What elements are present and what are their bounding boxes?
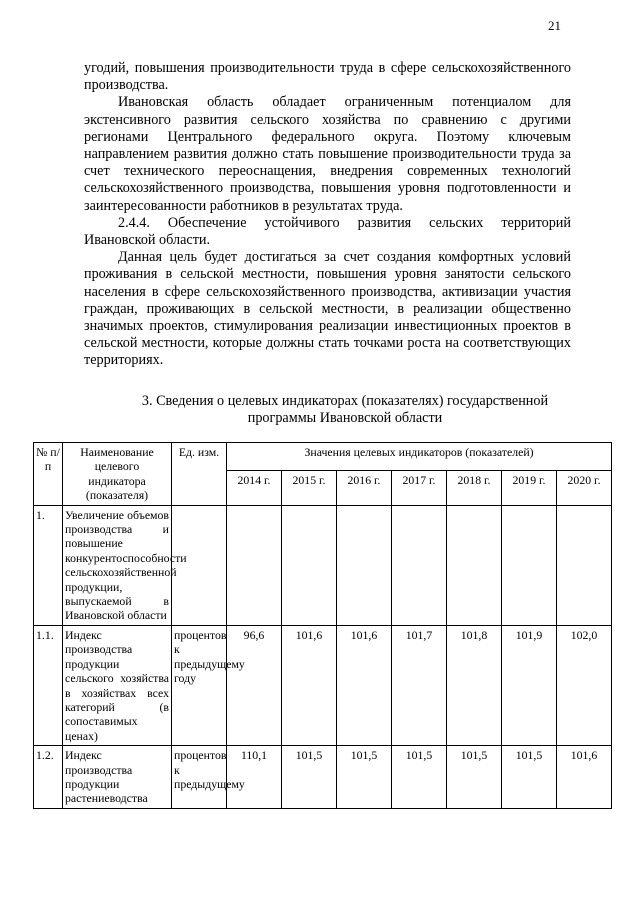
row-value bbox=[392, 505, 447, 625]
row-value: 101,5 bbox=[282, 746, 337, 809]
row-value: 101,5 bbox=[447, 746, 502, 809]
paragraph: 2.4.4. Обеспечение устойчивого развития сельских территорий Ивановской области. bbox=[84, 214, 571, 249]
row-unit: процентов к предыдущему bbox=[172, 746, 227, 809]
row-name: Индекс производства продукции сельского хозяйства в хозяйствах всех категорий (в сопоставимых ценах) bbox=[63, 625, 172, 745]
row-value: 102,0 bbox=[557, 625, 612, 745]
header-name: Наименование целевого индикатора (показателя) bbox=[63, 443, 172, 506]
row-value bbox=[282, 505, 337, 625]
row-value bbox=[502, 505, 557, 625]
row-value bbox=[337, 505, 392, 625]
row-unit bbox=[172, 505, 227, 625]
row-value: 101,5 bbox=[502, 746, 557, 809]
row-value: 101,9 bbox=[502, 625, 557, 745]
indicators-table bbox=[33, 442, 612, 809]
row-value: 101,8 bbox=[447, 625, 502, 745]
paragraph: Ивановская область обладает ограниченным потенциалом для экстенсивного развития сельского хозяйства по сравнению с другими регионами Центрального федерального округа. Поэтому ключевым направлением развития должно стать повышение производительности труда за счет технического переоснащения, внедрения современных технологий сельскохозяйственного производства, повышения уровня подготовленности и заинтересованности работников в результатах труда. bbox=[84, 94, 571, 214]
table-header-row bbox=[34, 443, 612, 471]
row-number: 1.1. bbox=[34, 625, 63, 745]
header-year: 2019 г. bbox=[502, 470, 557, 505]
header-values-group: Значения целевых индикаторов (показателей) bbox=[227, 443, 612, 471]
body-text bbox=[84, 60, 571, 370]
paragraph: Данная цель будет достигаться за счет создания комфортных условий проживания в сельской местности, повышения уровня занятости сельского населения в сфере сельскохозяйственного производства, активизации участия граждан, проживающих в сельской местности, в реализации общественно значимых проектов, стимулирования реализации инвестиционных проектов в сельской местности, которые должны стать точками роста на соответствующих территориях. bbox=[84, 249, 571, 369]
header-year: 2016 г. bbox=[337, 470, 392, 505]
header-year: 2018 г. bbox=[447, 470, 502, 505]
page-number: 21 bbox=[548, 18, 561, 33]
row-value: 101,7 bbox=[392, 625, 447, 745]
row-number: 1.2. bbox=[34, 746, 63, 809]
section-heading: 3. Сведения о целевых индикаторах (показателях) государственной программы Ивановской области bbox=[141, 393, 549, 426]
row-name: Индекс производства продукции растениеводства bbox=[63, 746, 172, 809]
header-number: № п/п bbox=[34, 443, 63, 506]
paragraph: угодий, повышения производительности труда в сфере сельскохозяйственного производства. bbox=[84, 60, 571, 94]
row-value: 101,5 bbox=[337, 746, 392, 809]
row-value: 101,6 bbox=[282, 625, 337, 745]
row-value bbox=[227, 505, 282, 625]
row-value bbox=[557, 505, 612, 625]
table-row bbox=[34, 625, 612, 745]
table-row bbox=[34, 505, 612, 625]
row-number: 1. bbox=[34, 505, 63, 625]
row-name: Увеличение объемов производства и повышение конкурентоспособности сельскохозяйственной продукции, выпускаемой в Ивановской области bbox=[63, 505, 172, 625]
row-value: 101,6 bbox=[337, 625, 392, 745]
row-unit: процентов к предыдущему году bbox=[172, 625, 227, 745]
row-value: 101,6 bbox=[557, 746, 612, 809]
header-year: 2017 г. bbox=[392, 470, 447, 505]
header-unit: Ед. изм. bbox=[172, 443, 227, 506]
header-year: 2014 г. bbox=[227, 470, 282, 505]
row-value: 96,6 bbox=[227, 625, 282, 745]
row-value bbox=[447, 505, 502, 625]
header-year: 2020 г. bbox=[557, 470, 612, 505]
table-row bbox=[34, 746, 612, 809]
header-year: 2015 г. bbox=[282, 470, 337, 505]
row-value: 101,5 bbox=[392, 746, 447, 809]
row-value: 110,1 bbox=[227, 746, 282, 809]
